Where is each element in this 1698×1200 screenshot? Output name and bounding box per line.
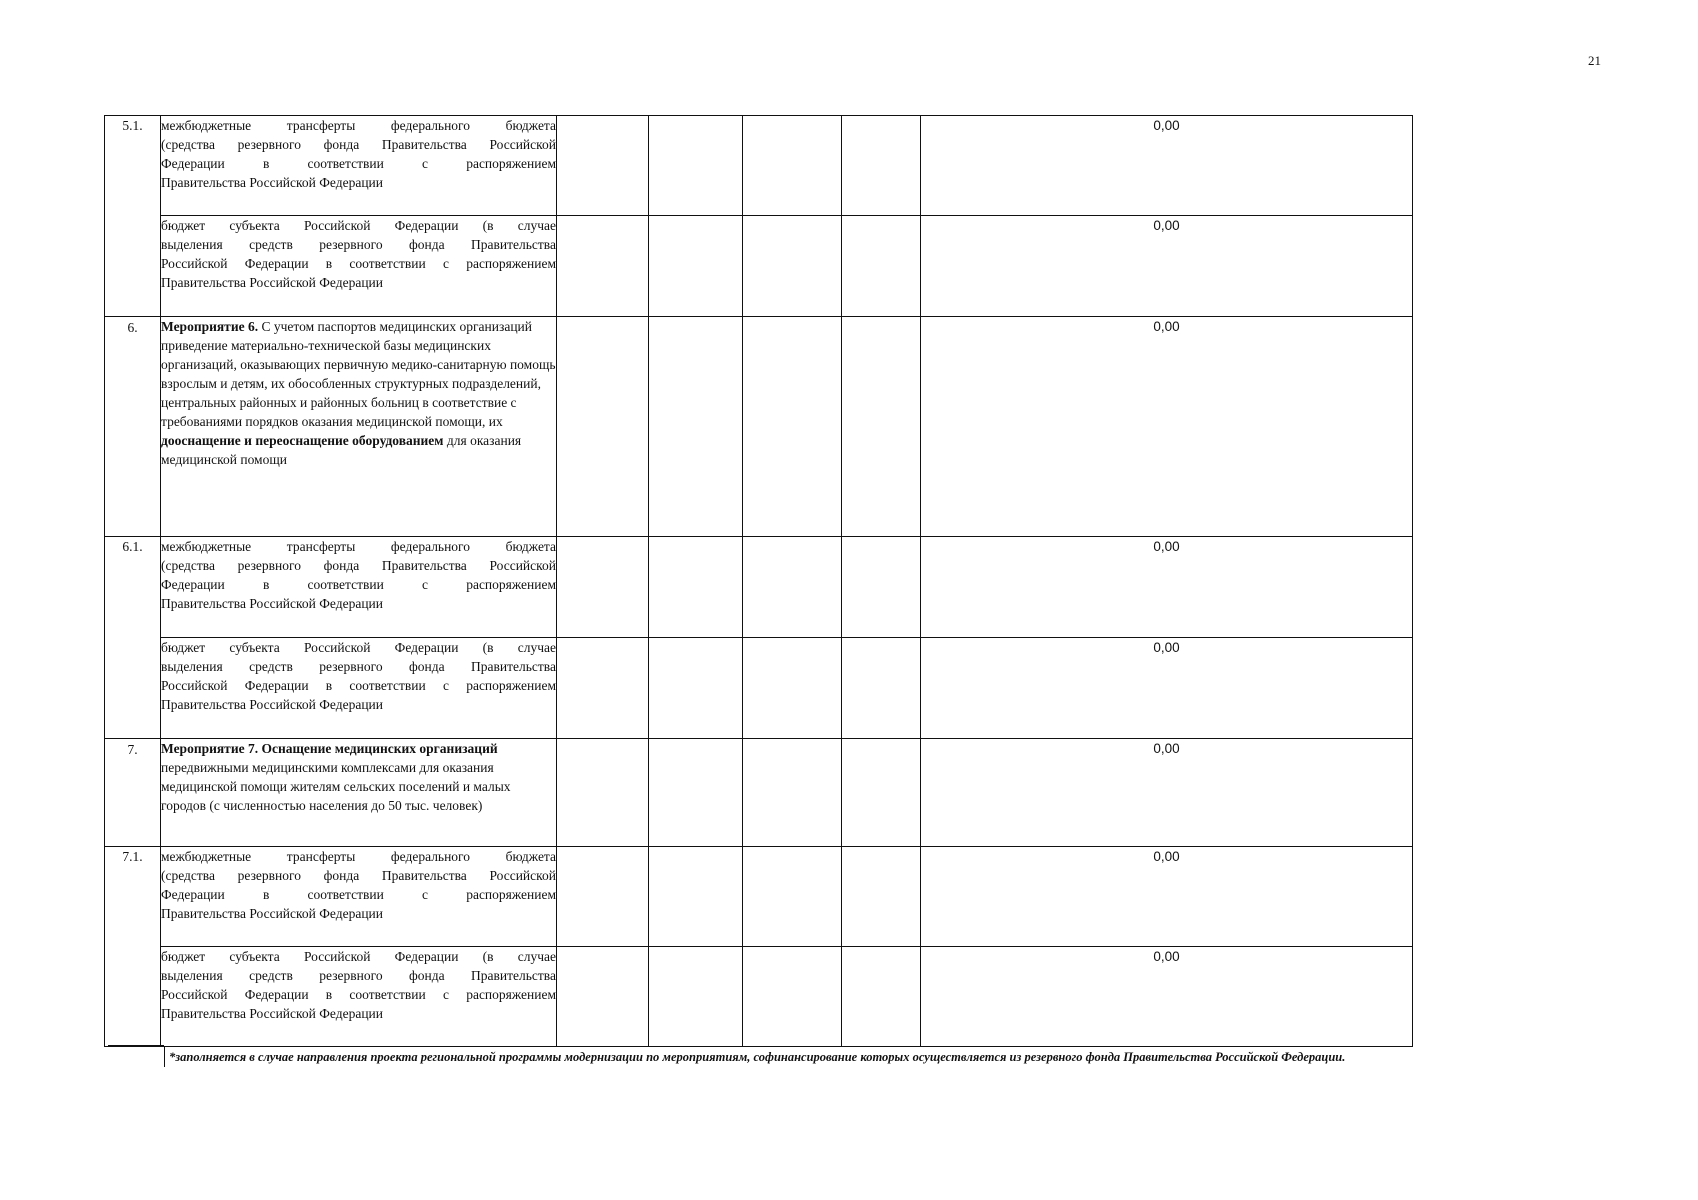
row-value: 0,00 [921, 116, 1413, 216]
row-value: 0,00 [921, 216, 1413, 317]
table-row [105, 537, 1413, 638]
table-row [105, 947, 1413, 1047]
row-value: 0,00 [921, 537, 1413, 638]
funding-table [104, 115, 1413, 1047]
footnote-divider [108, 1045, 164, 1046]
row-number: 7.1. [105, 847, 161, 1047]
table-row [105, 216, 1413, 317]
row-description: межбюджетные трансферты федерального бюджета (средства резервного фонда Правительства Российской Федерации в соответствии с распоряжением Правительства Российской Федерации [161, 116, 557, 216]
row-number: 7. [105, 739, 161, 847]
row-description: Мероприятие 6. С учетом паспортов медицинских организаций приведение материально-технической базы медицинских организаций, оказывающих первичную медико-санитарную помощь взрослым и детям, их обособленных структурных подразделений, центральных районных и районных больниц в соответствие с требованиями порядков оказания медицинской помощи, их дооснащение и переоснащение оборудованием для оказания медицинской помощи [161, 317, 557, 537]
row-description: Мероприятие 7. Оснащение медицинских организаций передвижными медицинскими комплексами для оказания медицинской помощи жителям сельских поселений и малых городов (с численностью населения до 50 тыс. человек) [161, 739, 557, 847]
table-row [105, 638, 1413, 739]
table-row [105, 847, 1413, 947]
row-number: 6.1. [105, 537, 161, 739]
row-description: межбюджетные трансферты федерального бюджета (средства резервного фонда Правительства Российской Федерации в соответствии с распоряжением Правительства Российской Федерации [161, 847, 557, 947]
row-description: бюджет субъекта Российской Федерации (в случае выделения средств резервного фонда Правительства Российской Федерации в соответствии с распоряжением Правительства Российской Федерации [161, 216, 557, 317]
row-number: 5.1. [105, 116, 161, 317]
page-number: 21 [1588, 53, 1601, 68]
table-row [105, 116, 1413, 216]
table-row [105, 317, 1413, 537]
row-description: бюджет субъекта Российской Федерации (в случае выделения средств резервного фонда Правительства Российской Федерации в соответствии с распоряжением Правительства Российской Федерации [161, 638, 557, 739]
row-value: 0,00 [921, 739, 1413, 847]
table-row [105, 739, 1413, 847]
row-description: бюджет субъекта Российской Федерации (в случае выделения средств резервного фонда Правительства Российской Федерации в соответствии с распоряжением Правительства Российской Федерации [161, 947, 557, 1047]
row-value: 0,00 [921, 317, 1413, 537]
row-number: 6. [105, 317, 161, 537]
footnote: *заполняется в случае направления проекта региональной программы модернизации по мероприятиям, софинансирование которых осуществляется из резервного фонда Правительства Российской Федерации. [164, 1047, 1414, 1067]
row-value: 0,00 [921, 847, 1413, 947]
row-description: межбюджетные трансферты федерального бюджета (средства резервного фонда Правительства Российской Федерации в соответствии с распоряжением Правительства Российской Федерации [161, 537, 557, 638]
row-value: 0,00 [921, 947, 1413, 1047]
row-value: 0,00 [921, 638, 1413, 739]
